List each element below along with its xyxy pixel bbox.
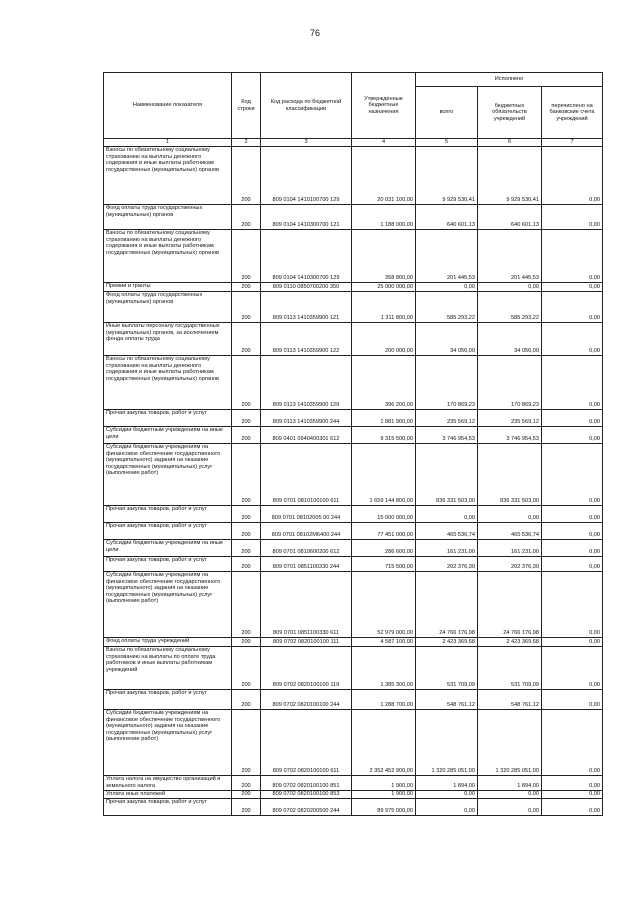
row-kbk: 809 0701 0810100100 611 <box>261 444 352 506</box>
row-obligations: 531 709,09 <box>478 647 542 690</box>
row-code: 200 <box>232 147 261 205</box>
row-total: 9 929 530,41 <box>416 147 478 205</box>
row-total: 3 746 954,53 <box>416 427 478 444</box>
row-code: 200 <box>232 690 261 710</box>
row-code: 200 <box>232 572 261 638</box>
row-total: 235 569,12 <box>416 410 478 427</box>
row-transferred: 0,00 <box>542 791 603 799</box>
row-code: 200 <box>232 444 261 506</box>
header-name: Наименование показателя <box>104 73 232 139</box>
row-code: 200 <box>232 557 261 572</box>
row-approved: 200 000,00 <box>352 323 416 356</box>
row-obligations: 465 536,74 <box>478 523 542 540</box>
row-transferred: 0,00 <box>542 147 603 205</box>
row-code: 200 <box>232 292 261 323</box>
table-row <box>104 776 603 791</box>
column-number: 7 <box>542 139 603 147</box>
row-approved: 77 451 000,00 <box>352 523 416 540</box>
row-transferred: 0,00 <box>542 323 603 356</box>
row-transferred: 0,00 <box>542 690 603 710</box>
row-code: 200 <box>232 410 261 427</box>
row-transferred: 0,00 <box>542 638 603 647</box>
row-obligations: 0,00 <box>478 799 542 816</box>
header-kbk: Код расхода по бюджетной классификации <box>261 73 352 139</box>
row-code: 200 <box>232 283 261 292</box>
row-name: Иные выплаты персоналу государственных (муниципальных) органов, за исключением фонда оплаты труда <box>104 323 232 356</box>
row-approved: 15 000 000,00 <box>352 506 416 523</box>
row-code: 200 <box>232 205 261 230</box>
row-name: Фонд оплаты труда государственных (муниципальных) органов <box>104 205 232 230</box>
row-obligations: 640 601,13 <box>478 205 542 230</box>
table-row <box>104 427 603 444</box>
table-row <box>104 557 603 572</box>
row-kbk: 809 0701 0851100330 244 <box>261 557 352 572</box>
table-row <box>104 690 603 710</box>
column-number: 1 <box>104 139 232 147</box>
row-kbk: 809 0702 0820100100 851 <box>261 776 352 791</box>
page-number: 76 <box>309 28 320 38</box>
row-kbk: 809 0701 08102005 00 244 <box>261 506 352 523</box>
header-approved: Утвержденные бюджетные назначения <box>352 73 416 139</box>
row-total: 640 601,13 <box>416 205 478 230</box>
row-obligations: 170 869,23 <box>478 356 542 410</box>
row-total: 201 445,53 <box>416 230 478 283</box>
row-transferred: 0,00 <box>542 572 603 638</box>
table-row <box>104 647 603 690</box>
row-name: Прочая закупка товаров, работ и услуг <box>104 557 232 572</box>
row-total: 170 869,23 <box>416 356 478 410</box>
row-total: 585 293,22 <box>416 292 478 323</box>
row-name: Субсидии бюджетным учреждениям на иные цели <box>104 427 232 444</box>
table-row <box>104 283 603 292</box>
row-total: 836 331 503,00 <box>416 444 478 506</box>
row-kbk: 809 0110 0850700200 350 <box>261 283 352 292</box>
row-transferred: 0,00 <box>542 427 603 444</box>
row-approved: 20 031 100,00 <box>352 147 416 205</box>
column-number-row <box>104 139 603 147</box>
row-name: Фонд оплаты труда государственных (муниципальных) органов <box>104 292 232 323</box>
row-kbk: 809 0113 1410359900 244 <box>261 410 352 427</box>
row-obligations: 585 293,22 <box>478 292 542 323</box>
row-name: Взносы по обязательному социальному страхованию на выплаты денежного содержания и иные выплаты работникам государственных (муниципальных) органов <box>104 230 232 283</box>
row-code: 200 <box>232 523 261 540</box>
row-total: 0,00 <box>416 791 478 799</box>
row-approved: 1 385 300,00 <box>352 647 416 690</box>
row-total: 0,00 <box>416 799 478 816</box>
row-approved: 358 800,00 <box>352 230 416 283</box>
row-approved: 1 881 900,00 <box>352 410 416 427</box>
row-approved: 715 500,00 <box>352 557 416 572</box>
row-name: Прочая закупка товаров, работ и услуг <box>104 523 232 540</box>
row-total: 548 761,12 <box>416 690 478 710</box>
column-number: 4 <box>352 139 416 147</box>
row-obligations: 548 761,12 <box>478 690 542 710</box>
table-row <box>104 506 603 523</box>
row-transferred: 0,00 <box>542 356 603 410</box>
header-executed: Исполнено <box>416 73 603 87</box>
row-kbk: 809 0401 0940400301 612 <box>261 427 352 444</box>
row-kbk: 809 0702 0820100100 111 <box>261 638 352 647</box>
row-total: 0,00 <box>416 506 478 523</box>
table-row <box>104 791 603 799</box>
row-transferred: 0,00 <box>542 444 603 506</box>
table-row <box>104 540 603 557</box>
row-obligations: 9 929 530,41 <box>478 147 542 205</box>
table-body <box>104 147 603 816</box>
row-total: 161 231,00 <box>416 540 478 557</box>
column-number: 6 <box>478 139 542 147</box>
row-obligations: 235 569,12 <box>478 410 542 427</box>
row-code: 200 <box>232 799 261 816</box>
row-kbk: 809 0702 0820100100 611 <box>261 710 352 776</box>
row-approved: 396 200,00 <box>352 356 416 410</box>
row-name: Фонд оплаты труда учреждений <box>104 638 232 647</box>
row-obligations: 0,00 <box>478 283 542 292</box>
row-code: 200 <box>232 647 261 690</box>
row-code: 200 <box>232 230 261 283</box>
row-kbk: 809 0701 0810600200 612 <box>261 540 352 557</box>
row-total: 0,00 <box>416 283 478 292</box>
row-name: Прочая закупка товаров, работ и услуг <box>104 410 232 427</box>
row-transferred: 0,00 <box>542 410 603 427</box>
row-code: 200 <box>232 427 261 444</box>
row-code: 200 <box>232 356 261 410</box>
row-kbk: 809 0113 1410359900 122 <box>261 323 352 356</box>
row-obligations: 1 894,00 <box>478 776 542 791</box>
row-total: 1 320 285 051,00 <box>416 710 478 776</box>
row-approved: 9 315 500,00 <box>352 427 416 444</box>
row-name: Субсидии бюджетным учреждениям на финансовое обеспечение государственного (муниципального) задания на оказание государственных (муниципальных) услуг (выполнение работ) <box>104 572 232 638</box>
table-row <box>104 799 603 816</box>
row-code: 200 <box>232 323 261 356</box>
row-obligations: 836 331 503,00 <box>478 444 542 506</box>
table-row <box>104 710 603 776</box>
row-name: Субсидии бюджетным учреждениям на финансовое обеспечение государственного (муниципального) задания на оказание государственных (муниципальных) услуг (выполнение работ) <box>104 710 232 776</box>
row-total: 202 376,30 <box>416 557 478 572</box>
row-kbk: 809 0113 1410359900 129 <box>261 356 352 410</box>
row-name: Взносы по обязательному социальному страхованию на выплаты денежного содержания и иные выплаты работникам государственных (муниципальных) органов <box>104 356 232 410</box>
row-obligations: 1 320 285 051,00 <box>478 710 542 776</box>
row-transferred: 0,00 <box>542 230 603 283</box>
table-row <box>104 205 603 230</box>
row-obligations: 0,00 <box>478 791 542 799</box>
row-transferred: 0,00 <box>542 523 603 540</box>
row-approved: 1 188 000,00 <box>352 205 416 230</box>
row-approved: 52 979 000,00 <box>352 572 416 638</box>
row-name: Субсидии бюджетным учреждениям на иные цели <box>104 540 232 557</box>
row-approved: 1 659 144 800,00 <box>352 444 416 506</box>
column-number: 3 <box>261 139 352 147</box>
row-obligations: 2 423 369,68 <box>478 638 542 647</box>
header-obligations: бюджетных обязательств учреждений <box>478 87 542 139</box>
row-obligations: 24 766 176,98 <box>478 572 542 638</box>
row-name: Прочая закупка товаров, работ и услуг <box>104 799 232 816</box>
row-obligations: 0,00 <box>478 506 542 523</box>
row-code: 200 <box>232 506 261 523</box>
row-kbk: 809 0104 1410100700 129 <box>261 147 352 205</box>
row-transferred: 0,00 <box>542 506 603 523</box>
column-number: 5 <box>416 139 478 147</box>
table-row <box>104 292 603 323</box>
budget-execution-table <box>103 72 603 816</box>
header-transferred: перечислено на банковские счета учреждений <box>542 87 603 139</box>
row-kbk: 809 0104 1410300700 121 <box>261 205 352 230</box>
row-obligations: 202 376,30 <box>478 557 542 572</box>
row-transferred: 0,00 <box>542 647 603 690</box>
row-total: 34 056,00 <box>416 323 478 356</box>
row-obligations: 3 746 954,53 <box>478 427 542 444</box>
column-number: 2 <box>232 139 261 147</box>
row-code: 200 <box>232 710 261 776</box>
row-total: 2 423 369,68 <box>416 638 478 647</box>
row-name: Прочая закупка товаров, работ и услуг <box>104 690 232 710</box>
row-kbk: 809 0702 0820200500 244 <box>261 799 352 816</box>
table-row <box>104 444 603 506</box>
row-kbk: 809 0702 0820100100 119 <box>261 647 352 690</box>
table-row <box>104 356 603 410</box>
row-transferred: 0,00 <box>542 799 603 816</box>
row-obligations: 34 056,00 <box>478 323 542 356</box>
row-kbk: 809 0113 1410359900 121 <box>261 292 352 323</box>
row-approved: 89 975 000,00 <box>352 799 416 816</box>
table-row <box>104 147 603 205</box>
row-transferred: 0,00 <box>542 776 603 791</box>
row-name: Субсидии бюджетным учреждениям на финансовое обеспечение государственного (муниципального) задания на оказание государственных (муниципальных) услуг (выполнение работ) <box>104 444 232 506</box>
row-name: Уплата налога на имущество организаций и земельного налога <box>104 776 232 791</box>
row-kbk: 809 0701 08102M6400 244 <box>261 523 352 540</box>
row-total: 465 536,74 <box>416 523 478 540</box>
row-total: 531 709,09 <box>416 647 478 690</box>
row-transferred: 0,00 <box>542 283 603 292</box>
row-name: Уплата иных платежей <box>104 791 232 799</box>
row-transferred: 0,00 <box>542 540 603 557</box>
row-name: Взносы по обязательному социальному страхованию на выплаты по оплате труда работников и иные выплаты работникам учреждений <box>104 647 232 690</box>
row-kbk: 809 0702 0820100100 853 <box>261 791 352 799</box>
row-obligations: 161 231,00 <box>478 540 542 557</box>
row-code: 200 <box>232 791 261 799</box>
row-code: 200 <box>232 776 261 791</box>
row-approved: 2 352 452 900,00 <box>352 710 416 776</box>
row-kbk: 809 0702 0820100100 244 <box>261 690 352 710</box>
row-approved: 4 587 100,00 <box>352 638 416 647</box>
row-approved: 1 311 800,00 <box>352 292 416 323</box>
row-code: 200 <box>232 638 261 647</box>
table-row <box>104 523 603 540</box>
table-row <box>104 410 603 427</box>
row-kbk: 809 0104 1410300700 129 <box>261 230 352 283</box>
row-obligations: 201 445,53 <box>478 230 542 283</box>
table-row <box>104 323 603 356</box>
row-transferred: 0,00 <box>542 292 603 323</box>
table-row <box>104 572 603 638</box>
row-approved: 1 900,00 <box>352 776 416 791</box>
row-total: 24 766 176,98 <box>416 572 478 638</box>
row-approved: 1 288 700,00 <box>352 690 416 710</box>
row-transferred: 0,00 <box>542 710 603 776</box>
row-approved: 286 600,00 <box>352 540 416 557</box>
row-code: 200 <box>232 540 261 557</box>
row-approved: 1 900,00 <box>352 791 416 799</box>
row-name: Прочая закупка товаров, работ и услуг <box>104 506 232 523</box>
row-transferred: 0,00 <box>542 205 603 230</box>
header-code: Код строки <box>232 73 261 139</box>
table-row <box>104 638 603 647</box>
row-name: Премии и гранты <box>104 283 232 292</box>
row-kbk: 809 0701 0851100330 611 <box>261 572 352 638</box>
header-total: всего <box>416 87 478 139</box>
row-name: Взносы по обязательному социальному страхованию на выплаты денежного содержания и иные выплаты работникам государственных (муниципальных) органов <box>104 147 232 205</box>
row-transferred: 0,00 <box>542 557 603 572</box>
table-row <box>104 230 603 283</box>
row-approved: 25 000 000,00 <box>352 283 416 292</box>
row-total: 1 894,00 <box>416 776 478 791</box>
